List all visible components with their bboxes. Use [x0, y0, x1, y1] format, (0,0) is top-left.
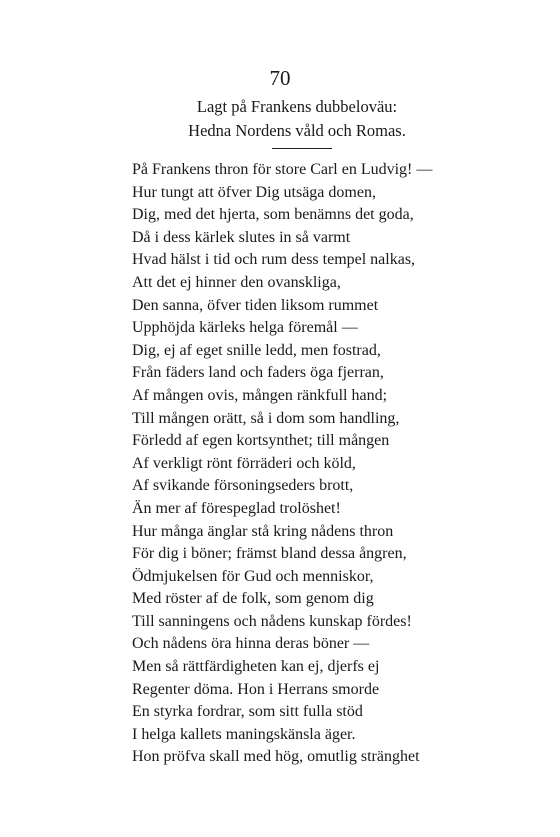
- poem-line: Hur många änglar stå kring nådens thron: [132, 522, 394, 540]
- poem-line: Att det ej hinner den ovanskliga,: [132, 273, 341, 291]
- poem-line: Med röster af de folk, som genom dig: [132, 590, 374, 608]
- poem-line: En styrka fordrar, som sitt fulla stöd: [132, 703, 363, 721]
- poem-line: Dig, ej af eget snille ledd, men fostrad,: [132, 341, 381, 359]
- heading-line-2: Hedna Nordens våld och Romas.: [188, 121, 406, 140]
- section-heading: [0, 95, 560, 143]
- heading-line-1: Lagt på Frankens dubbeloväu:: [196, 97, 398, 116]
- poem-line: Hvad hälst i tid och rum dess tempel nalkas,: [132, 251, 416, 269]
- poem-line: Men så rättfärdigheten kan ej, djerfs ej: [132, 658, 380, 676]
- poem-line: För dig i böner; främst bland dessa ångren,: [132, 545, 407, 563]
- poem-body: [132, 159, 432, 769]
- heading-rule: [272, 148, 332, 149]
- poem-line: Upphöjda kärleks helga föremål —: [132, 319, 358, 337]
- poem-line: Dig, med det hjerta, som benämns det goda,: [132, 206, 414, 224]
- poem-line: Af mången ovis, mången ränkfull hand;: [132, 386, 388, 404]
- poem-line: På Frankens thron för store Carl en Ludvig! —: [132, 161, 433, 178]
- poem-line: Regenter döma. Hon i Herrans smorde: [132, 680, 380, 698]
- poem-line: Och nådens öra hinna deras böner —: [132, 635, 370, 653]
- poem-line: I helga kallets maningskänsla äger.: [132, 725, 356, 743]
- poem-line: Från fäders land och faders öga fjerran,: [132, 364, 384, 382]
- poem-line: Den sanna, öfver tiden liksom rummet: [132, 296, 379, 314]
- poem-line: Till mången orätt, så i dom som handling,: [132, 409, 400, 427]
- poem-line: Hur tungt att öfver Dig utsäga domen,: [132, 183, 376, 201]
- poem-line: Då i dess kärlek slutes in så varmt: [132, 228, 351, 246]
- page-number: 70: [269, 66, 291, 90]
- poem-line: Än mer af förespeglad trolöshet!: [132, 499, 341, 517]
- poem-line: Hon pröfva skall med hög, omutlig stränghet: [132, 748, 420, 766]
- poem-line: Ödmjukelsen för Gud och menniskor,: [132, 567, 374, 585]
- poem-line: Af svikande försoningseders brott,: [132, 477, 354, 495]
- poem-line: Förledd af egen kortsynthet; till mången: [132, 432, 390, 450]
- poem-line: Af verkligt rönt förräderi och köld,: [132, 454, 356, 472]
- poem-line: Till sanningens och nådens kunskap fördes!: [132, 612, 412, 630]
